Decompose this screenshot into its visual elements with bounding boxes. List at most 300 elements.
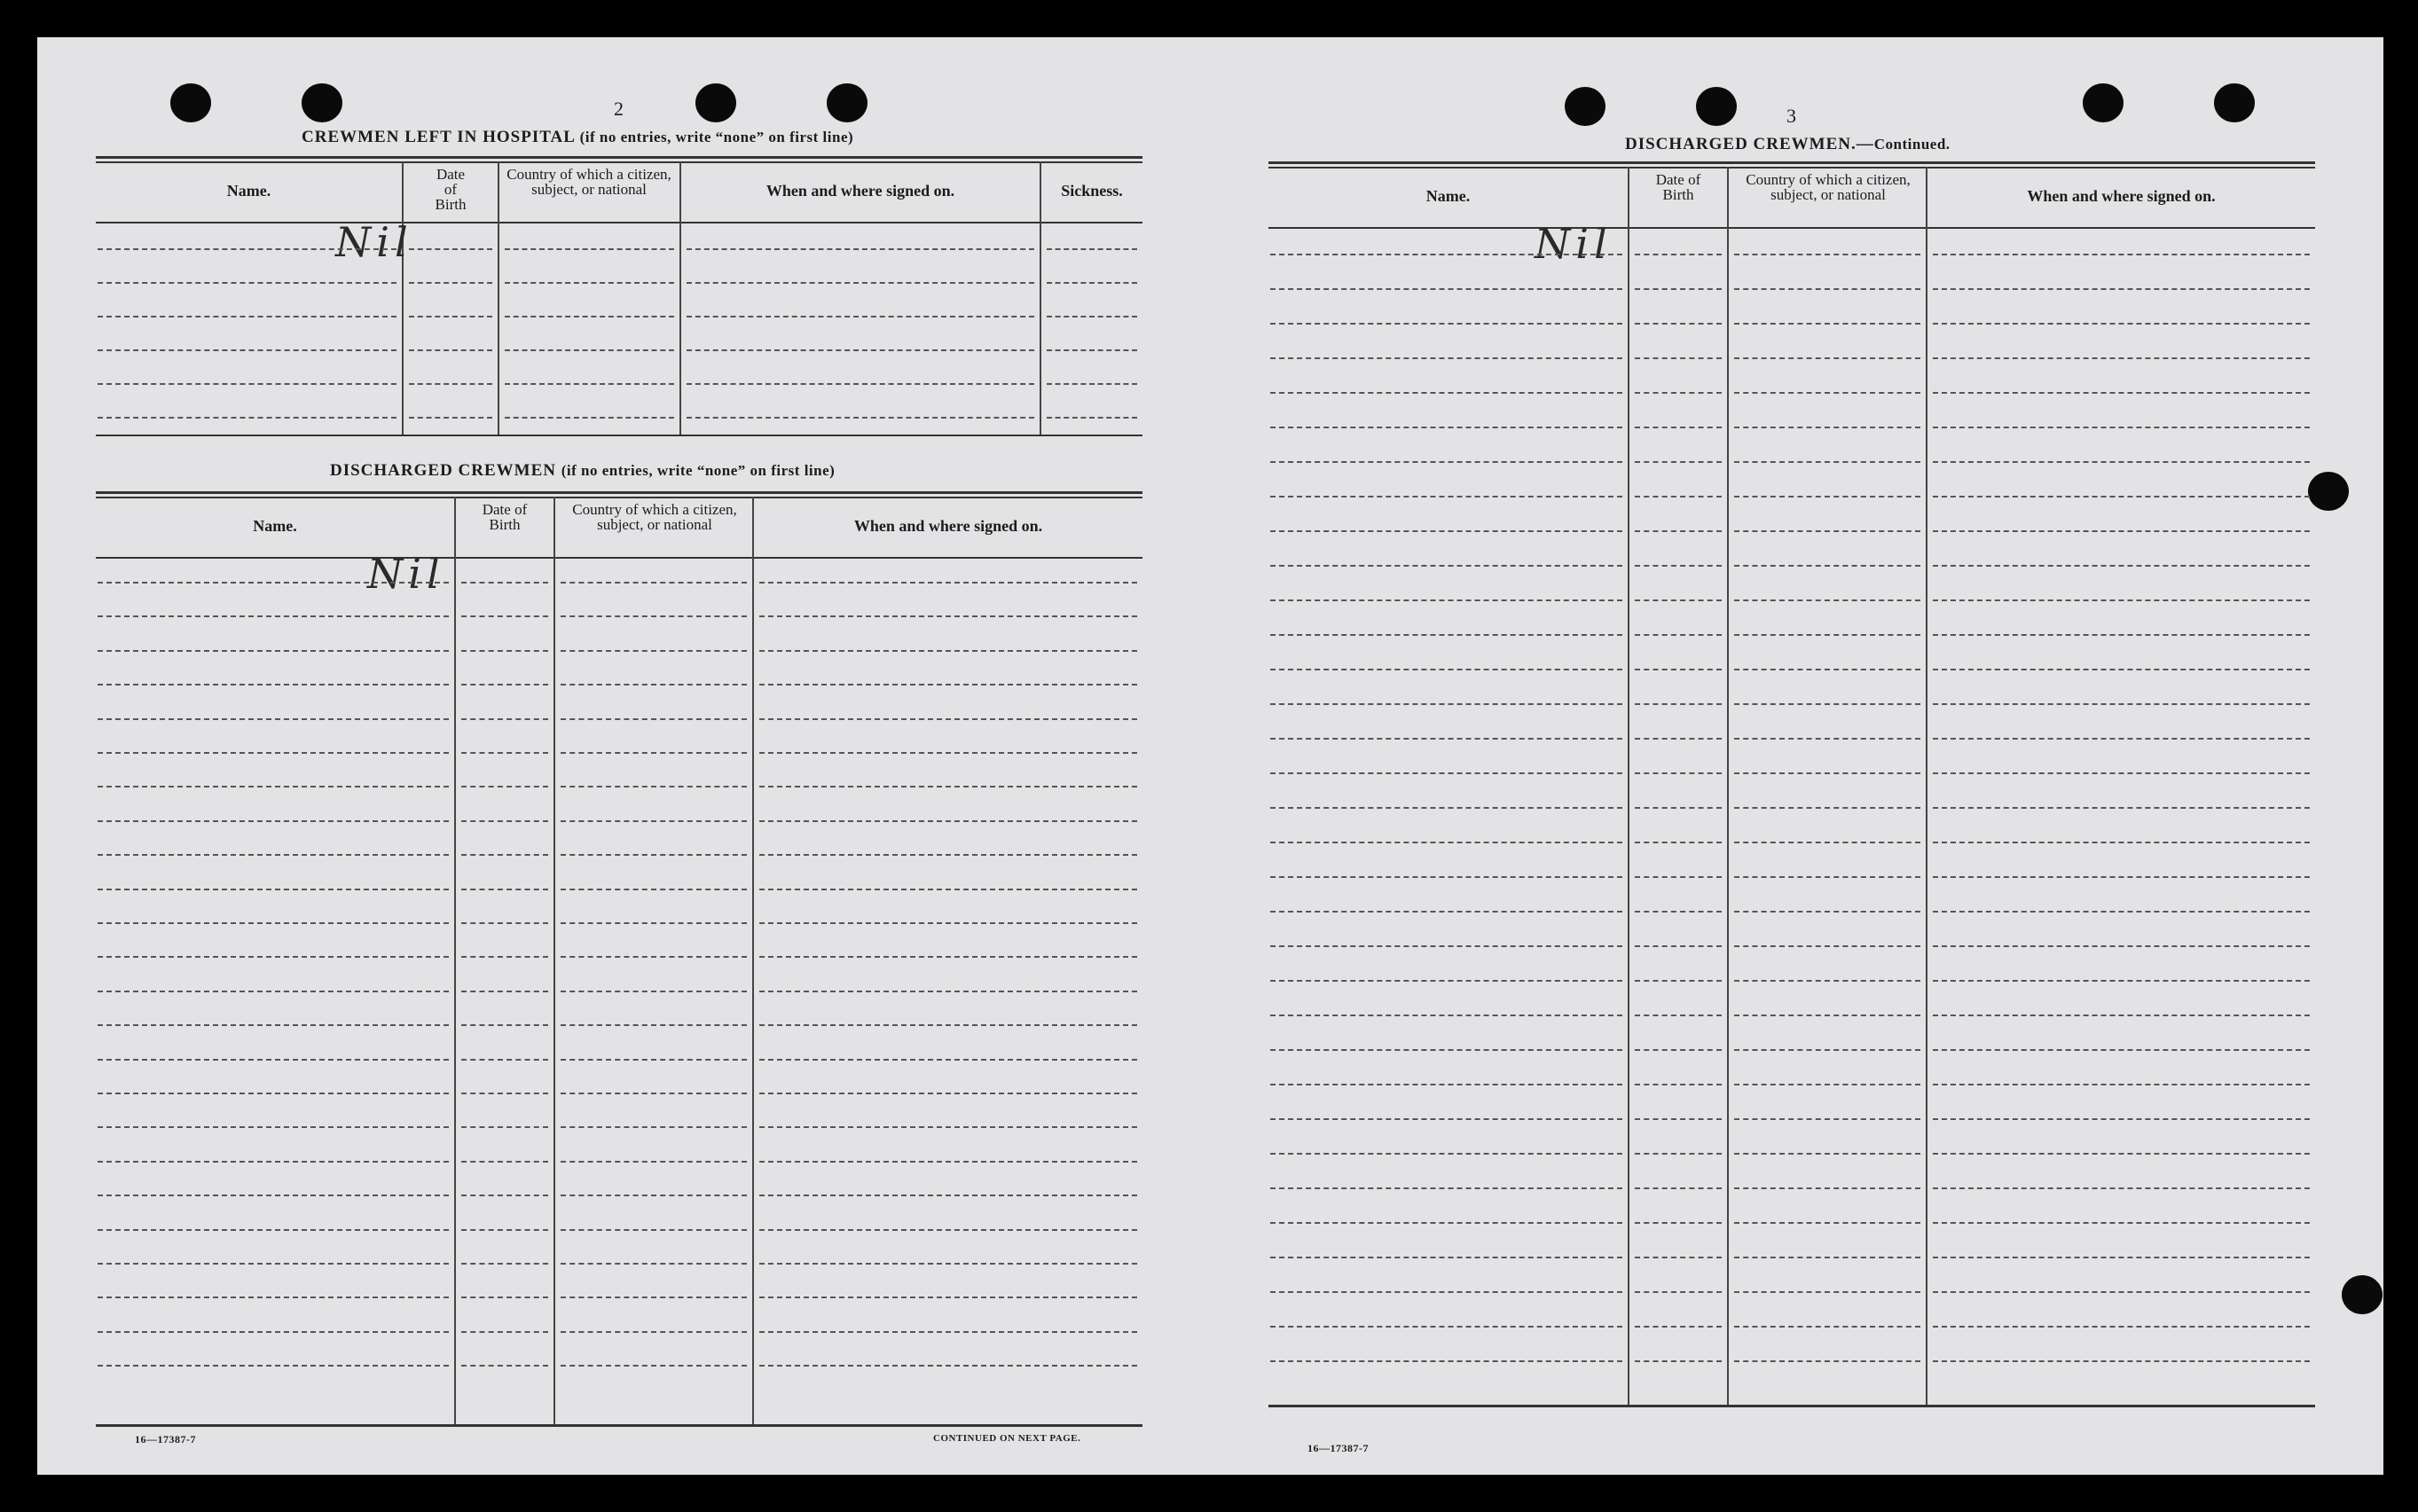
dotted-entry-line: [561, 684, 747, 685]
dotted-entry-line: [1635, 842, 1722, 843]
dotted-entry-line: [1933, 980, 2310, 982]
dotted-entry-line: [1635, 1360, 1722, 1362]
dotted-entry-line: [1635, 1153, 1722, 1155]
header-rule: [1268, 227, 2315, 229]
dotted-entry-line: [561, 1263, 747, 1265]
discharged-title-text: DISCHARGED CREWMEN: [330, 461, 556, 480]
dotted-entry-line: [1933, 1291, 2310, 1293]
dotted-entry-line: [561, 922, 747, 924]
dotted-entry-line: [505, 349, 674, 351]
dotted-entry-line: [461, 820, 548, 822]
col-header-name: Name.: [1425, 187, 1471, 205]
dotted-entry-line: [98, 1331, 449, 1333]
dotted-entry-line: [1635, 634, 1722, 636]
punch-hole: [1696, 87, 1737, 126]
discharged-table: [96, 491, 1142, 1431]
col-header-signed-on: When and where signed on.: [765, 182, 955, 200]
dotted-entry-line: [98, 1297, 449, 1298]
punch-hole: [2342, 1275, 2383, 1314]
dotted-entry-line: [1734, 980, 1920, 982]
column-divider: [454, 497, 456, 1424]
dotted-entry-line: [1270, 1257, 1622, 1258]
dotted-entry-line: [1270, 1118, 1622, 1120]
dotted-entry-line: [759, 956, 1137, 958]
dotted-entry-line: [1635, 254, 1722, 255]
dotted-entry-line: [1933, 1153, 2310, 1155]
dotted-entry-line: [561, 889, 747, 890]
dotted-entry-line: [1270, 738, 1622, 740]
dotted-entry-line: [561, 582, 747, 584]
dotted-entry-line: [1734, 1015, 1920, 1016]
dotted-entry-line: [561, 1297, 747, 1298]
dotted-entry-line: [687, 417, 1034, 419]
hospital-instruction: (if no entries, write “none” on first line): [579, 129, 854, 145]
dotted-entry-line: [759, 615, 1137, 617]
dotted-entry-line: [461, 1297, 548, 1298]
dotted-entry-line: [409, 383, 492, 385]
dotted-entry-line: [1734, 1153, 1920, 1155]
dotted-entry-line: [759, 684, 1137, 685]
dotted-entry-line: [1734, 738, 1920, 740]
dotted-entry-line: [759, 752, 1137, 754]
dotted-entry-line: [1734, 669, 1920, 670]
col-header-name: Name.: [226, 182, 271, 200]
dotted-entry-line: [1933, 634, 2310, 636]
dotted-entry-line: [1933, 357, 2310, 359]
handwritten-entry: Nil: [1535, 220, 1613, 268]
dotted-entry-line: [561, 820, 747, 822]
table-bottom-rule: [96, 1424, 1142, 1427]
dotted-entry-line: [1933, 876, 2310, 878]
dotted-entry-line: [1933, 323, 2310, 325]
form-number: 16—17387-7: [1307, 1442, 1369, 1454]
dotted-entry-line: [1734, 1257, 1920, 1258]
dotted-entry-line: [461, 718, 548, 720]
dotted-entry-line: [1734, 427, 1920, 428]
dotted-entry-line: [1047, 248, 1137, 250]
dotted-entry-line: [461, 991, 548, 992]
punch-hole: [827, 83, 867, 122]
dotted-entry-line: [98, 991, 449, 992]
dotted-entry-line: [1933, 530, 2310, 532]
dotted-entry-line: [505, 248, 674, 250]
dotted-entry-line: [1635, 427, 1722, 428]
column-divider: [1040, 161, 1041, 435]
dotted-entry-line: [1635, 669, 1722, 670]
dotted-entry-line: [98, 889, 449, 890]
dotted-entry-line: [1933, 1222, 2310, 1224]
dotted-entry-line: [1635, 1326, 1722, 1328]
col-header-country: Country of which a citizen, subject, or national: [572, 501, 737, 533]
dotted-entry-line: [1270, 565, 1622, 567]
dotted-entry-line: [1270, 1153, 1622, 1155]
dotted-entry-line: [759, 991, 1137, 992]
dotted-entry-line: [759, 854, 1137, 856]
dotted-entry-line: [98, 922, 449, 924]
dotted-entry-line: [1734, 807, 1920, 809]
dotted-entry-line: [561, 615, 747, 617]
dotted-entry-line: [1734, 461, 1920, 463]
form-number: 16—17387-7: [135, 1433, 196, 1445]
dotted-entry-line: [505, 383, 674, 385]
dotted-entry-line: [1933, 1187, 2310, 1189]
dotted-entry-line: [759, 1024, 1137, 1026]
right-section-title: [1625, 135, 1951, 154]
dotted-entry-line: [687, 316, 1034, 317]
dotted-entry-line: [1270, 634, 1622, 636]
dotted-entry-line: [1933, 1326, 2310, 1328]
dotted-entry-line: [1270, 599, 1622, 601]
punch-hole: [2083, 83, 2124, 122]
dotted-entry-line: [1270, 496, 1622, 497]
dotted-entry-line: [1734, 1084, 1920, 1085]
dotted-entry-line: [561, 1229, 747, 1231]
dotted-entry-line: [1270, 911, 1622, 913]
dotted-entry-line: [1270, 288, 1622, 290]
dotted-entry-line: [1933, 945, 2310, 947]
dotted-entry-line: [98, 383, 396, 385]
dotted-entry-line: [1270, 461, 1622, 463]
column-divider: [1727, 167, 1729, 1405]
dotted-entry-line: [759, 922, 1137, 924]
dotted-entry-line: [1933, 565, 2310, 567]
dotted-entry-line: [561, 1365, 747, 1367]
dotted-entry-line: [759, 1263, 1137, 1265]
dotted-entry-line: [98, 1024, 449, 1026]
column-divider: [1628, 167, 1629, 1405]
dotted-entry-line: [1635, 496, 1722, 497]
dotted-entry-line: [1933, 1118, 2310, 1120]
dotted-entry-line: [1635, 980, 1722, 982]
dotted-entry-line: [461, 582, 548, 584]
dotted-entry-line: [687, 248, 1034, 250]
col-header-date-of-birth: Date of Birth: [1655, 171, 1701, 203]
column-divider: [679, 161, 681, 435]
dotted-entry-line: [561, 1195, 747, 1196]
dotted-entry-line: [1734, 911, 1920, 913]
dotted-entry-line: [1635, 1257, 1722, 1258]
dotted-entry-line: [1270, 1049, 1622, 1051]
dotted-entry-line: [1270, 392, 1622, 394]
dotted-entry-line: [1635, 1222, 1722, 1224]
dotted-entry-line: [561, 752, 747, 754]
document-sheet: [37, 37, 2383, 1475]
dotted-entry-line: [98, 1365, 449, 1367]
page-number: 2: [614, 98, 624, 120]
dotted-entry-line: [98, 316, 396, 317]
dotted-entry-line: [1933, 1257, 2310, 1258]
table-top-rule: [96, 491, 1142, 494]
dotted-entry-line: [1635, 1049, 1722, 1051]
dotted-entry-line: [1933, 254, 2310, 255]
dotted-entry-line: [1734, 876, 1920, 878]
dotted-entry-line: [98, 1263, 449, 1265]
dotted-entry-line: [1270, 1326, 1622, 1328]
dotted-entry-line: [1933, 427, 2310, 428]
dotted-entry-line: [1270, 1187, 1622, 1189]
dotted-entry-line: [759, 650, 1137, 652]
dotted-entry-line: [1734, 842, 1920, 843]
dotted-entry-line: [1933, 669, 2310, 670]
dotted-entry-line: [1734, 1049, 1920, 1051]
dotted-entry-line: [1635, 1015, 1722, 1016]
discharged-continued-table: [1268, 161, 2315, 1445]
dotted-entry-line: [1047, 282, 1137, 284]
dotted-entry-line: [1270, 876, 1622, 878]
dotted-entry-line: [1635, 945, 1722, 947]
dotted-entry-line: [1270, 669, 1622, 670]
dotted-entry-line: [1635, 772, 1722, 774]
dotted-entry-line: [1635, 392, 1722, 394]
dotted-entry-line: [561, 956, 747, 958]
col-header-sickness: Sickness.: [1061, 182, 1123, 200]
dotted-entry-line: [759, 718, 1137, 720]
dotted-entry-line: [461, 1024, 548, 1026]
dotted-entry-line: [505, 282, 674, 284]
dotted-entry-line: [505, 316, 674, 317]
dotted-entry-line: [1734, 634, 1920, 636]
dotted-entry-line: [1933, 772, 2310, 774]
dotted-entry-line: [1270, 530, 1622, 532]
dotted-entry-line: [1734, 392, 1920, 394]
dotted-entry-line: [687, 282, 1034, 284]
column-divider: [402, 161, 404, 435]
dotted-entry-line: [98, 582, 449, 584]
dotted-entry-line: [1635, 1084, 1722, 1085]
dotted-entry-line: [1734, 945, 1920, 947]
dotted-entry-line: [1635, 461, 1722, 463]
dotted-entry-line: [561, 854, 747, 856]
dotted-entry-line: [409, 248, 492, 250]
dotted-entry-line: [409, 417, 492, 419]
dotted-entry-line: [561, 1059, 747, 1061]
dotted-entry-line: [1734, 599, 1920, 601]
right-title-text: DISCHARGED CREWMEN.—: [1625, 135, 1874, 153]
dotted-entry-line: [1933, 392, 2310, 394]
dotted-entry-line: [1635, 530, 1722, 532]
dotted-entry-line: [1635, 807, 1722, 809]
dotted-entry-line: [1635, 738, 1722, 740]
dotted-entry-line: [561, 650, 747, 652]
dotted-entry-line: [759, 889, 1137, 890]
dotted-entry-line: [759, 1195, 1137, 1196]
dotted-entry-line: [1734, 254, 1920, 255]
column-divider: [752, 497, 754, 1424]
dotted-entry-line: [98, 820, 449, 822]
dotted-entry-line: [409, 349, 492, 351]
punch-hole: [2214, 83, 2255, 122]
dotted-entry-line: [561, 991, 747, 992]
dotted-entry-line: [1635, 1187, 1722, 1189]
dotted-entry-line: [461, 1126, 548, 1128]
dotted-entry-line: [687, 383, 1034, 385]
hospital-table: [96, 156, 1142, 438]
col-header-country: Country of which a citizen, subject, or national: [1746, 171, 1911, 203]
dotted-entry-line: [461, 1059, 548, 1061]
dotted-entry-line: [98, 786, 449, 787]
dotted-entry-line: [1734, 565, 1920, 567]
dotted-entry-line: [1635, 565, 1722, 567]
dotted-entry-line: [98, 417, 396, 419]
dotted-entry-line: [1270, 254, 1622, 255]
dotted-entry-line: [1635, 1291, 1722, 1293]
dotted-entry-line: [1270, 945, 1622, 947]
dotted-entry-line: [1933, 496, 2310, 497]
dotted-entry-line: [1635, 1118, 1722, 1120]
col-header-signed-on: When and where signed on.: [2027, 187, 2216, 205]
dotted-entry-line: [1270, 772, 1622, 774]
dotted-entry-line: [461, 1093, 548, 1094]
dotted-entry-line: [1047, 383, 1137, 385]
dotted-entry-line: [561, 1331, 747, 1333]
dotted-entry-line: [1635, 703, 1722, 705]
dotted-entry-line: [98, 1059, 449, 1061]
dotted-entry-line: [1270, 1222, 1622, 1224]
hospital-section-title: [302, 128, 853, 147]
dotted-entry-line: [1734, 1326, 1920, 1328]
dotted-entry-line: [505, 417, 674, 419]
dotted-entry-line: [759, 1365, 1137, 1367]
dotted-entry-line: [1270, 703, 1622, 705]
dotted-entry-line: [1933, 911, 2310, 913]
dotted-entry-line: [759, 1126, 1137, 1128]
dotted-entry-line: [561, 786, 747, 787]
dotted-entry-line: [1635, 357, 1722, 359]
dotted-entry-line: [461, 684, 548, 685]
dotted-entry-line: [461, 1263, 548, 1265]
dotted-entry-line: [1734, 288, 1920, 290]
dotted-entry-line: [461, 1195, 548, 1196]
dotted-entry-line: [98, 854, 449, 856]
dotted-entry-line: [461, 615, 548, 617]
dotted-entry-line: [1734, 1118, 1920, 1120]
table-top-rule-inner: [96, 497, 1142, 498]
dotted-entry-line: [759, 1229, 1137, 1231]
dotted-entry-line: [561, 1126, 747, 1128]
dotted-entry-line: [759, 820, 1137, 822]
dotted-entry-line: [759, 1331, 1137, 1333]
hospital-title-text: CREWMEN LEFT IN HOSPITAL: [302, 128, 575, 146]
dotted-entry-line: [1933, 288, 2310, 290]
dotted-entry-line: [1635, 876, 1722, 878]
dotted-entry-line: [1933, 738, 2310, 740]
dotted-entry-line: [1734, 772, 1920, 774]
discharged-instruction: (if no entries, write “none” on first line): [561, 462, 836, 479]
table-top-rule: [96, 156, 1142, 159]
dotted-entry-line: [1933, 1015, 2310, 1016]
dotted-entry-line: [1734, 703, 1920, 705]
dotted-entry-line: [561, 1024, 747, 1026]
dotted-entry-line: [759, 582, 1137, 584]
dotted-entry-line: [561, 1093, 747, 1094]
dotted-entry-line: [98, 956, 449, 958]
dotted-entry-line: [461, 889, 548, 890]
dotted-entry-line: [1933, 703, 2310, 705]
dotted-entry-line: [759, 1297, 1137, 1298]
dotted-entry-line: [1933, 461, 2310, 463]
col-header-country: Country of which a citizen, subject, or national: [506, 166, 671, 198]
dotted-entry-line: [98, 1093, 449, 1094]
dotted-entry-line: [1734, 323, 1920, 325]
dotted-entry-line: [461, 1161, 548, 1163]
dotted-entry-line: [98, 349, 396, 351]
dotted-entry-line: [461, 752, 548, 754]
dotted-entry-line: [1734, 1291, 1920, 1293]
page-number: 3: [1786, 105, 1796, 127]
dotted-entry-line: [1047, 316, 1137, 317]
punch-hole: [302, 83, 342, 122]
dotted-entry-line: [461, 1331, 548, 1333]
dotted-entry-line: [98, 650, 449, 652]
dotted-entry-line: [1734, 1187, 1920, 1189]
dotted-entry-line: [1734, 357, 1920, 359]
handwritten-entry: Nil: [367, 550, 445, 598]
dotted-entry-line: [561, 718, 747, 720]
dotted-entry-line: [759, 1161, 1137, 1163]
dotted-entry-line: [1270, 1291, 1622, 1293]
dotted-entry-line: [759, 1093, 1137, 1094]
dotted-entry-line: [1047, 349, 1137, 351]
dotted-entry-line: [1270, 427, 1622, 428]
table-top-rule-inner: [1268, 167, 2315, 168]
table-bottom-rule: [1268, 1405, 2315, 1407]
handwritten-entry: Nil: [335, 218, 413, 266]
col-header-date-of-birth: Date of Birth: [482, 501, 528, 533]
dotted-entry-line: [1270, 1360, 1622, 1362]
dotted-entry-line: [1734, 530, 1920, 532]
column-divider: [1926, 167, 1927, 1405]
table-top-rule-inner: [96, 161, 1142, 163]
dotted-entry-line: [98, 1229, 449, 1231]
dotted-entry-line: [1933, 1049, 2310, 1051]
dotted-entry-line: [759, 786, 1137, 787]
dotted-entry-line: [461, 650, 548, 652]
table-top-rule: [1268, 161, 2315, 164]
dotted-entry-line: [98, 1126, 449, 1128]
dotted-entry-line: [1270, 980, 1622, 982]
header-rule: [96, 222, 1142, 223]
dotted-entry-line: [1933, 1084, 2310, 1085]
dotted-entry-line: [1270, 323, 1622, 325]
punch-hole: [1565, 87, 1605, 126]
dotted-entry-line: [98, 615, 449, 617]
dotted-entry-line: [461, 956, 548, 958]
col-header-name: Name.: [253, 517, 297, 535]
dotted-entry-line: [1270, 1084, 1622, 1085]
dotted-entry-line: [98, 718, 449, 720]
dotted-entry-line: [1734, 496, 1920, 497]
dotted-entry-line: [1933, 807, 2310, 809]
dotted-entry-line: [1933, 1360, 2310, 1362]
dotted-entry-line: [561, 1161, 747, 1163]
dotted-entry-line: [1270, 357, 1622, 359]
col-header-signed-on: When and where signed on.: [853, 517, 1043, 535]
dotted-entry-line: [1270, 807, 1622, 809]
dotted-entry-line: [1270, 842, 1622, 843]
dotted-entry-line: [1635, 288, 1722, 290]
punch-hole: [695, 83, 736, 122]
dotted-entry-line: [687, 349, 1034, 351]
discharged-section-title: [330, 461, 835, 481]
dotted-entry-line: [409, 282, 492, 284]
col-header-date-of-birth: Date of Birth: [435, 166, 467, 213]
dotted-entry-line: [461, 1229, 548, 1231]
dotted-entry-line: [98, 752, 449, 754]
column-divider: [553, 497, 555, 1424]
punch-hole: [170, 83, 211, 122]
dotted-entry-line: [1933, 599, 2310, 601]
dotted-entry-line: [1635, 599, 1722, 601]
